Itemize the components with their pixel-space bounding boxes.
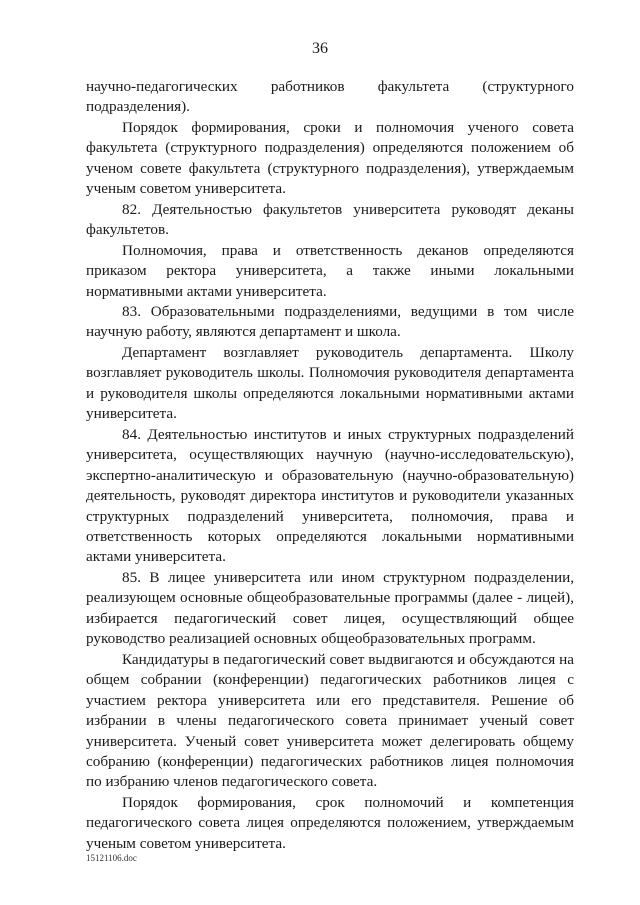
paragraph: Порядок формирования, срок полномочий и компетенция педагогического совета лицея определяются положением, утверждаемым ученым советом университета. [86, 793, 574, 852]
paragraph: Полномочия, права и ответственность деканов определяются приказом ректора университета, а также иными локальными нормативными актами университета. [86, 241, 574, 300]
document-body [86, 77, 574, 854]
page-number: 36 [312, 40, 328, 57]
paragraph: научно-педагогических работников факультета (структурного подразделения). [86, 78, 574, 116]
file-name-footer: 15121106.doc [86, 853, 137, 863]
paragraph: Порядок формирования, сроки и полномочия ученого совета факультета (структурного подразделения) определяются положением об ученом совете факультета (структурного подразделения), утверждаемым ученым советом университета. [86, 118, 574, 198]
paragraph: Кандидатуры в педагогический совет выдвигаются и обсуждаются на общем собрании (конференции) педагогических работников лицея с участием ректора университета или его представителя. Решение об избрании в члены педагогического совета принимает ученый совет университета. Ученый совет университета может делегировать общему собранию (конференции) педагогических работников лицея полномочия по избранию членов педагогического совета. [86, 650, 574, 791]
paragraph: 83. Образовательными подразделениями, ведущими в том числе научную работу, являются департамент и школа. [86, 302, 574, 341]
paragraph: 82. Деятельностью факультетов университета руководят деканы факультетов. [86, 200, 574, 239]
paragraph: Департамент возглавляет руководитель департамента. Школу возглавляет руководитель школы. Полномочия руководителя департамента и руководителя школы определяются локальными нормативными актами университета. [86, 343, 574, 423]
paragraph: 84. Деятельностью институтов и иных структурных подразделений университета, осуществляющих научную (научно-исследовательскую), экспертно-аналитическую и образовательную (научно-образовательную) деятельность, руководят директора институтов и руководители указанных структурных подразделений университета, полномочия, права и ответственность которых определяются локальными нормативными актами университета. [86, 425, 574, 566]
paragraph: 85. В лицее университета или ином структурном подразделении, реализующем основные общеобразовательные программы (далее - лицей), избирается педагогический совет лицея, осуществляющий общее руководство реализацией основных общеобразовательных программ. [86, 568, 574, 648]
